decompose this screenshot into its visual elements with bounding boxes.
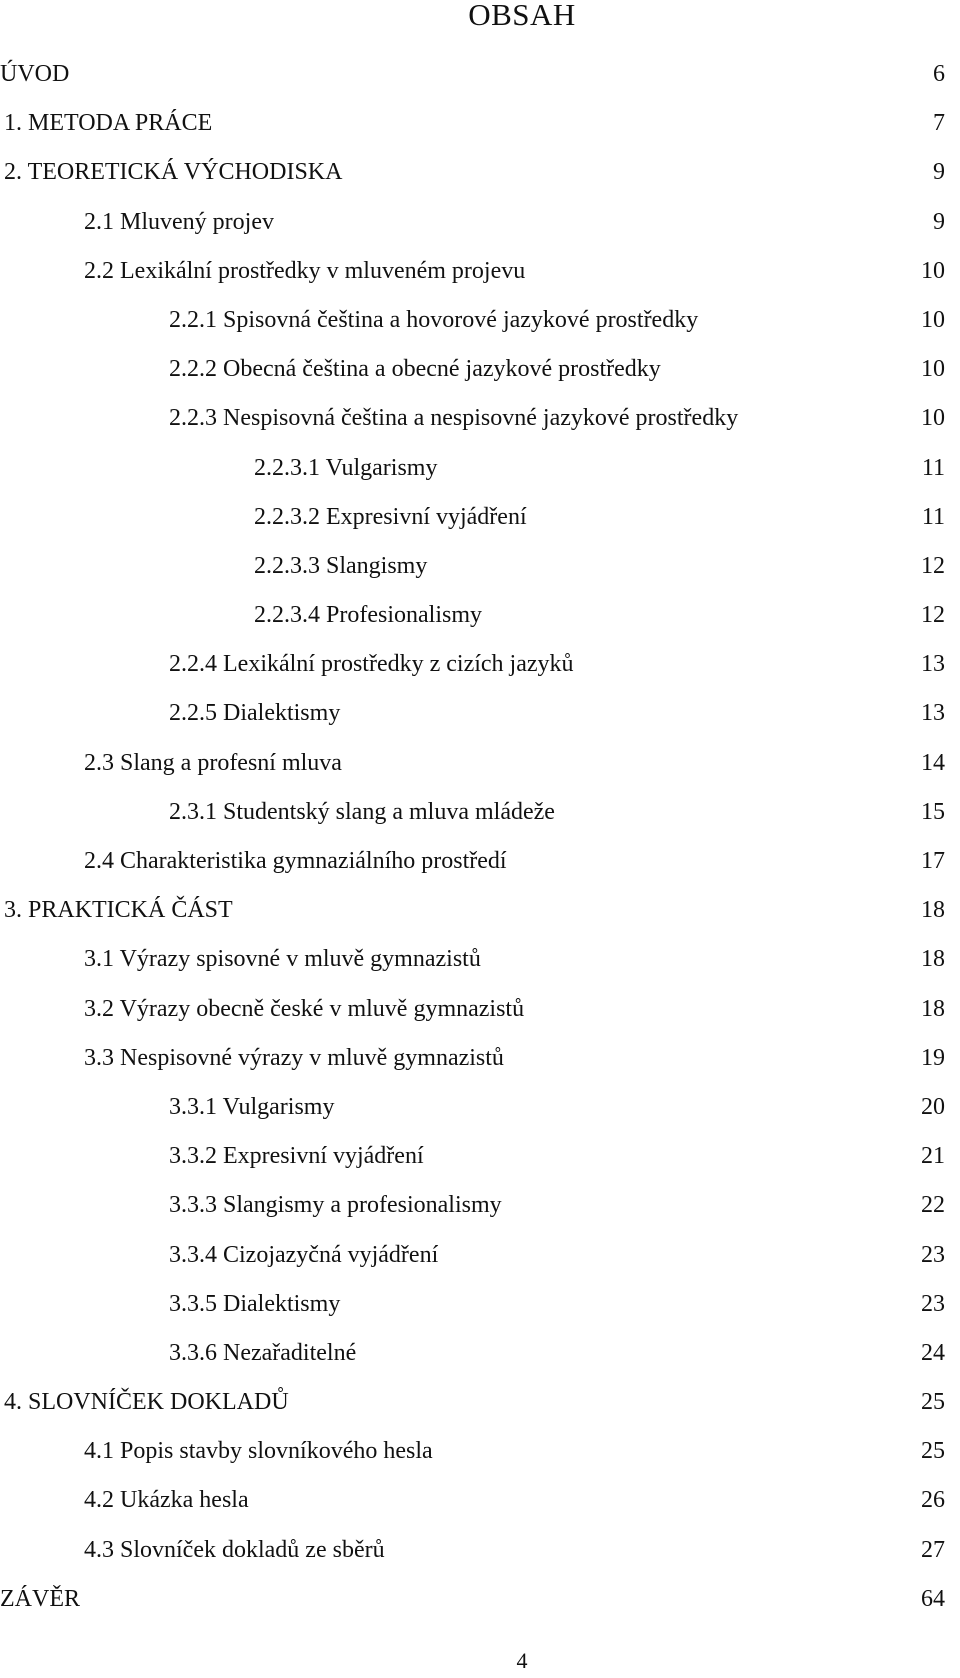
toc-entry-page: 18 <box>921 946 945 973</box>
toc-entry-label: 4. SLOVNÍČEK DOKLADŮ <box>4 1389 289 1416</box>
toc-entry-label: 1. METODA PRÁCE <box>4 110 213 137</box>
toc-entry-label: 2.2.3.3 Slangismy <box>254 552 428 579</box>
toc-entry-label: 2.2 Lexikální prostředky v mluveném projevu <box>84 257 526 284</box>
toc-entry[interactable] <box>0 744 945 793</box>
toc-entry[interactable] <box>0 1236 945 1285</box>
toc-entry[interactable] <box>0 596 945 645</box>
page-number: 4 <box>516 1648 528 1673</box>
toc-entry-page: 11 <box>921 503 945 530</box>
toc-entry[interactable] <box>0 793 945 842</box>
toc-entry-label: 2.1 Mluvený projev <box>84 208 274 235</box>
toc-entry[interactable] <box>0 55 945 104</box>
toc-entry-page: 27 <box>921 1536 945 1563</box>
toc-entry-label: 2.2.3.4 Profesionalismy <box>254 602 482 629</box>
toc-entry-label: ZÁVĚR <box>0 1585 80 1612</box>
toc-entry[interactable] <box>0 1186 945 1235</box>
toc-entry-page: 19 <box>921 1044 945 1071</box>
toc-entry-label: ÚVOD <box>0 61 70 87</box>
toc-entry-label: 2.3 Slang a profesní mluva <box>84 749 342 776</box>
toc-entry-page: 22 <box>921 1192 945 1219</box>
toc-entry[interactable] <box>0 940 945 989</box>
toc-entry-page: 6 <box>933 61 945 87</box>
toc-entry-page: 25 <box>921 1389 945 1416</box>
toc-entry-label: 3.3.4 Cizojazyčná vyjádření <box>169 1241 439 1268</box>
toc-entry-page: 13 <box>921 700 945 727</box>
toc-entry-page: 10 <box>921 306 945 333</box>
toc-entry-label: 2.2.2 Obecná čeština a obecné jazykové prostředky <box>169 356 661 383</box>
toc-entry-label: 2.2.3.1 Vulgarismy <box>254 454 438 481</box>
toc-entry-page: 26 <box>921 1487 945 1514</box>
toc-entry[interactable] <box>0 547 945 596</box>
toc-entry[interactable] <box>0 399 945 448</box>
toc-entry-label: 4.3 Slovníček dokladů ze sběrů <box>84 1536 385 1563</box>
toc-entry[interactable] <box>0 694 945 743</box>
toc-entry-label: 3.3 Nespisovné výrazy v mluvě gymnazistů <box>84 1044 504 1071</box>
toc-entry[interactable] <box>0 1531 945 1580</box>
toc-entry[interactable] <box>0 1580 945 1629</box>
toc-entry-page: 25 <box>921 1438 945 1465</box>
toc-entry-page: 12 <box>921 552 945 579</box>
toc-entry-page: 18 <box>921 897 945 924</box>
toc-entry-page: 12 <box>921 602 945 629</box>
toc-entry[interactable] <box>0 498 945 547</box>
toc-entry[interactable] <box>0 1137 945 1186</box>
toc-entry-label: 2.2.1 Spisovná čeština a hovorové jazykové prostředky <box>169 306 699 333</box>
toc-entry-page: 23 <box>921 1241 945 1268</box>
toc-entry-label: 3.3.1 Vulgarismy <box>169 1093 335 1120</box>
toc-entry[interactable] <box>0 350 945 399</box>
toc-entry[interactable] <box>0 301 945 350</box>
toc-entry[interactable] <box>0 1039 945 1088</box>
toc-entry-page: 13 <box>921 651 945 678</box>
toc-entry-page: 15 <box>921 798 945 825</box>
toc-entry-label: 3.2 Výrazy obecně české v mluvě gymnazistů <box>84 995 525 1022</box>
toc-entry[interactable] <box>0 1334 945 1383</box>
toc-entry-label: 4.2 Ukázka hesla <box>84 1487 249 1514</box>
toc-entry[interactable] <box>0 104 945 153</box>
toc-entry-page: 10 <box>921 257 945 284</box>
toc-entry-label: 2.2.3 Nespisovná čeština a nespisovné jazykové prostředky <box>169 405 739 432</box>
toc-entry-label: 4.1 Popis stavby slovníkového hesla <box>84 1438 433 1465</box>
toc-entry[interactable] <box>0 1481 945 1530</box>
toc-entry[interactable] <box>0 1088 945 1137</box>
toc-entry[interactable] <box>0 153 945 202</box>
toc-entry-label: 3.3.2 Expresivní vyjádření <box>169 1143 424 1170</box>
toc-entry-label: 3.3.3 Slangismy a profesionalismy <box>169 1192 502 1219</box>
toc-entry-page: 24 <box>921 1339 945 1366</box>
toc-entry-label: 2.2.4 Lexikální prostředky z cizích jazyků <box>169 651 574 678</box>
toc-entry-page: 7 <box>933 110 945 137</box>
toc-entry[interactable] <box>0 449 945 498</box>
toc-entry-label: 2.2.5 Dialektismy <box>169 700 341 727</box>
toc-entry-label: 3.3.5 Dialektismy <box>169 1290 341 1317</box>
toc-entry[interactable] <box>0 1285 945 1334</box>
toc-entry[interactable] <box>0 203 945 252</box>
table-of-contents <box>0 55 945 1629</box>
toc-entry[interactable] <box>0 1383 945 1432</box>
toc-entry[interactable] <box>0 645 945 694</box>
toc-entry[interactable] <box>0 252 945 301</box>
page-title: OBSAH <box>468 0 576 32</box>
toc-entry-page: 14 <box>921 749 945 776</box>
toc-entry-page: 17 <box>921 848 945 874</box>
toc-entry-label: 2.3.1 Studentský slang a mluva mládeže <box>169 798 555 825</box>
toc-entry-page: 21 <box>921 1143 945 1170</box>
toc-entry-label: 2. TEORETICKÁ VÝCHODISKA <box>4 159 343 186</box>
toc-entry-label: 2.4 Charakteristika gymnaziálního prostředí <box>84 848 507 874</box>
toc-entry-page: 11 <box>921 454 945 481</box>
toc-entry-page: 18 <box>921 995 945 1022</box>
toc-entry-page: 10 <box>921 405 945 432</box>
toc-entry-label: 3.3.6 Nezařaditelné <box>169 1339 357 1366</box>
toc-entry-page: 10 <box>921 356 945 383</box>
toc-entry[interactable] <box>0 842 945 891</box>
toc-entry-page: 64 <box>921 1585 945 1612</box>
toc-entry-page: 23 <box>921 1290 945 1317</box>
toc-entry-page: 9 <box>933 159 945 186</box>
toc-entry-page: 20 <box>921 1093 945 1120</box>
toc-entry[interactable] <box>0 891 945 940</box>
toc-entry[interactable] <box>0 990 945 1039</box>
toc-entry-page: 9 <box>933 208 945 235</box>
toc-entry-label: 3. PRAKTICKÁ ČÁST <box>4 897 233 924</box>
toc-entry[interactable] <box>0 1432 945 1481</box>
toc-entry-label: 3.1 Výrazy spisovné v mluvě gymnazistů <box>84 946 481 973</box>
toc-entry-label: 2.2.3.2 Expresivní vyjádření <box>254 503 527 530</box>
